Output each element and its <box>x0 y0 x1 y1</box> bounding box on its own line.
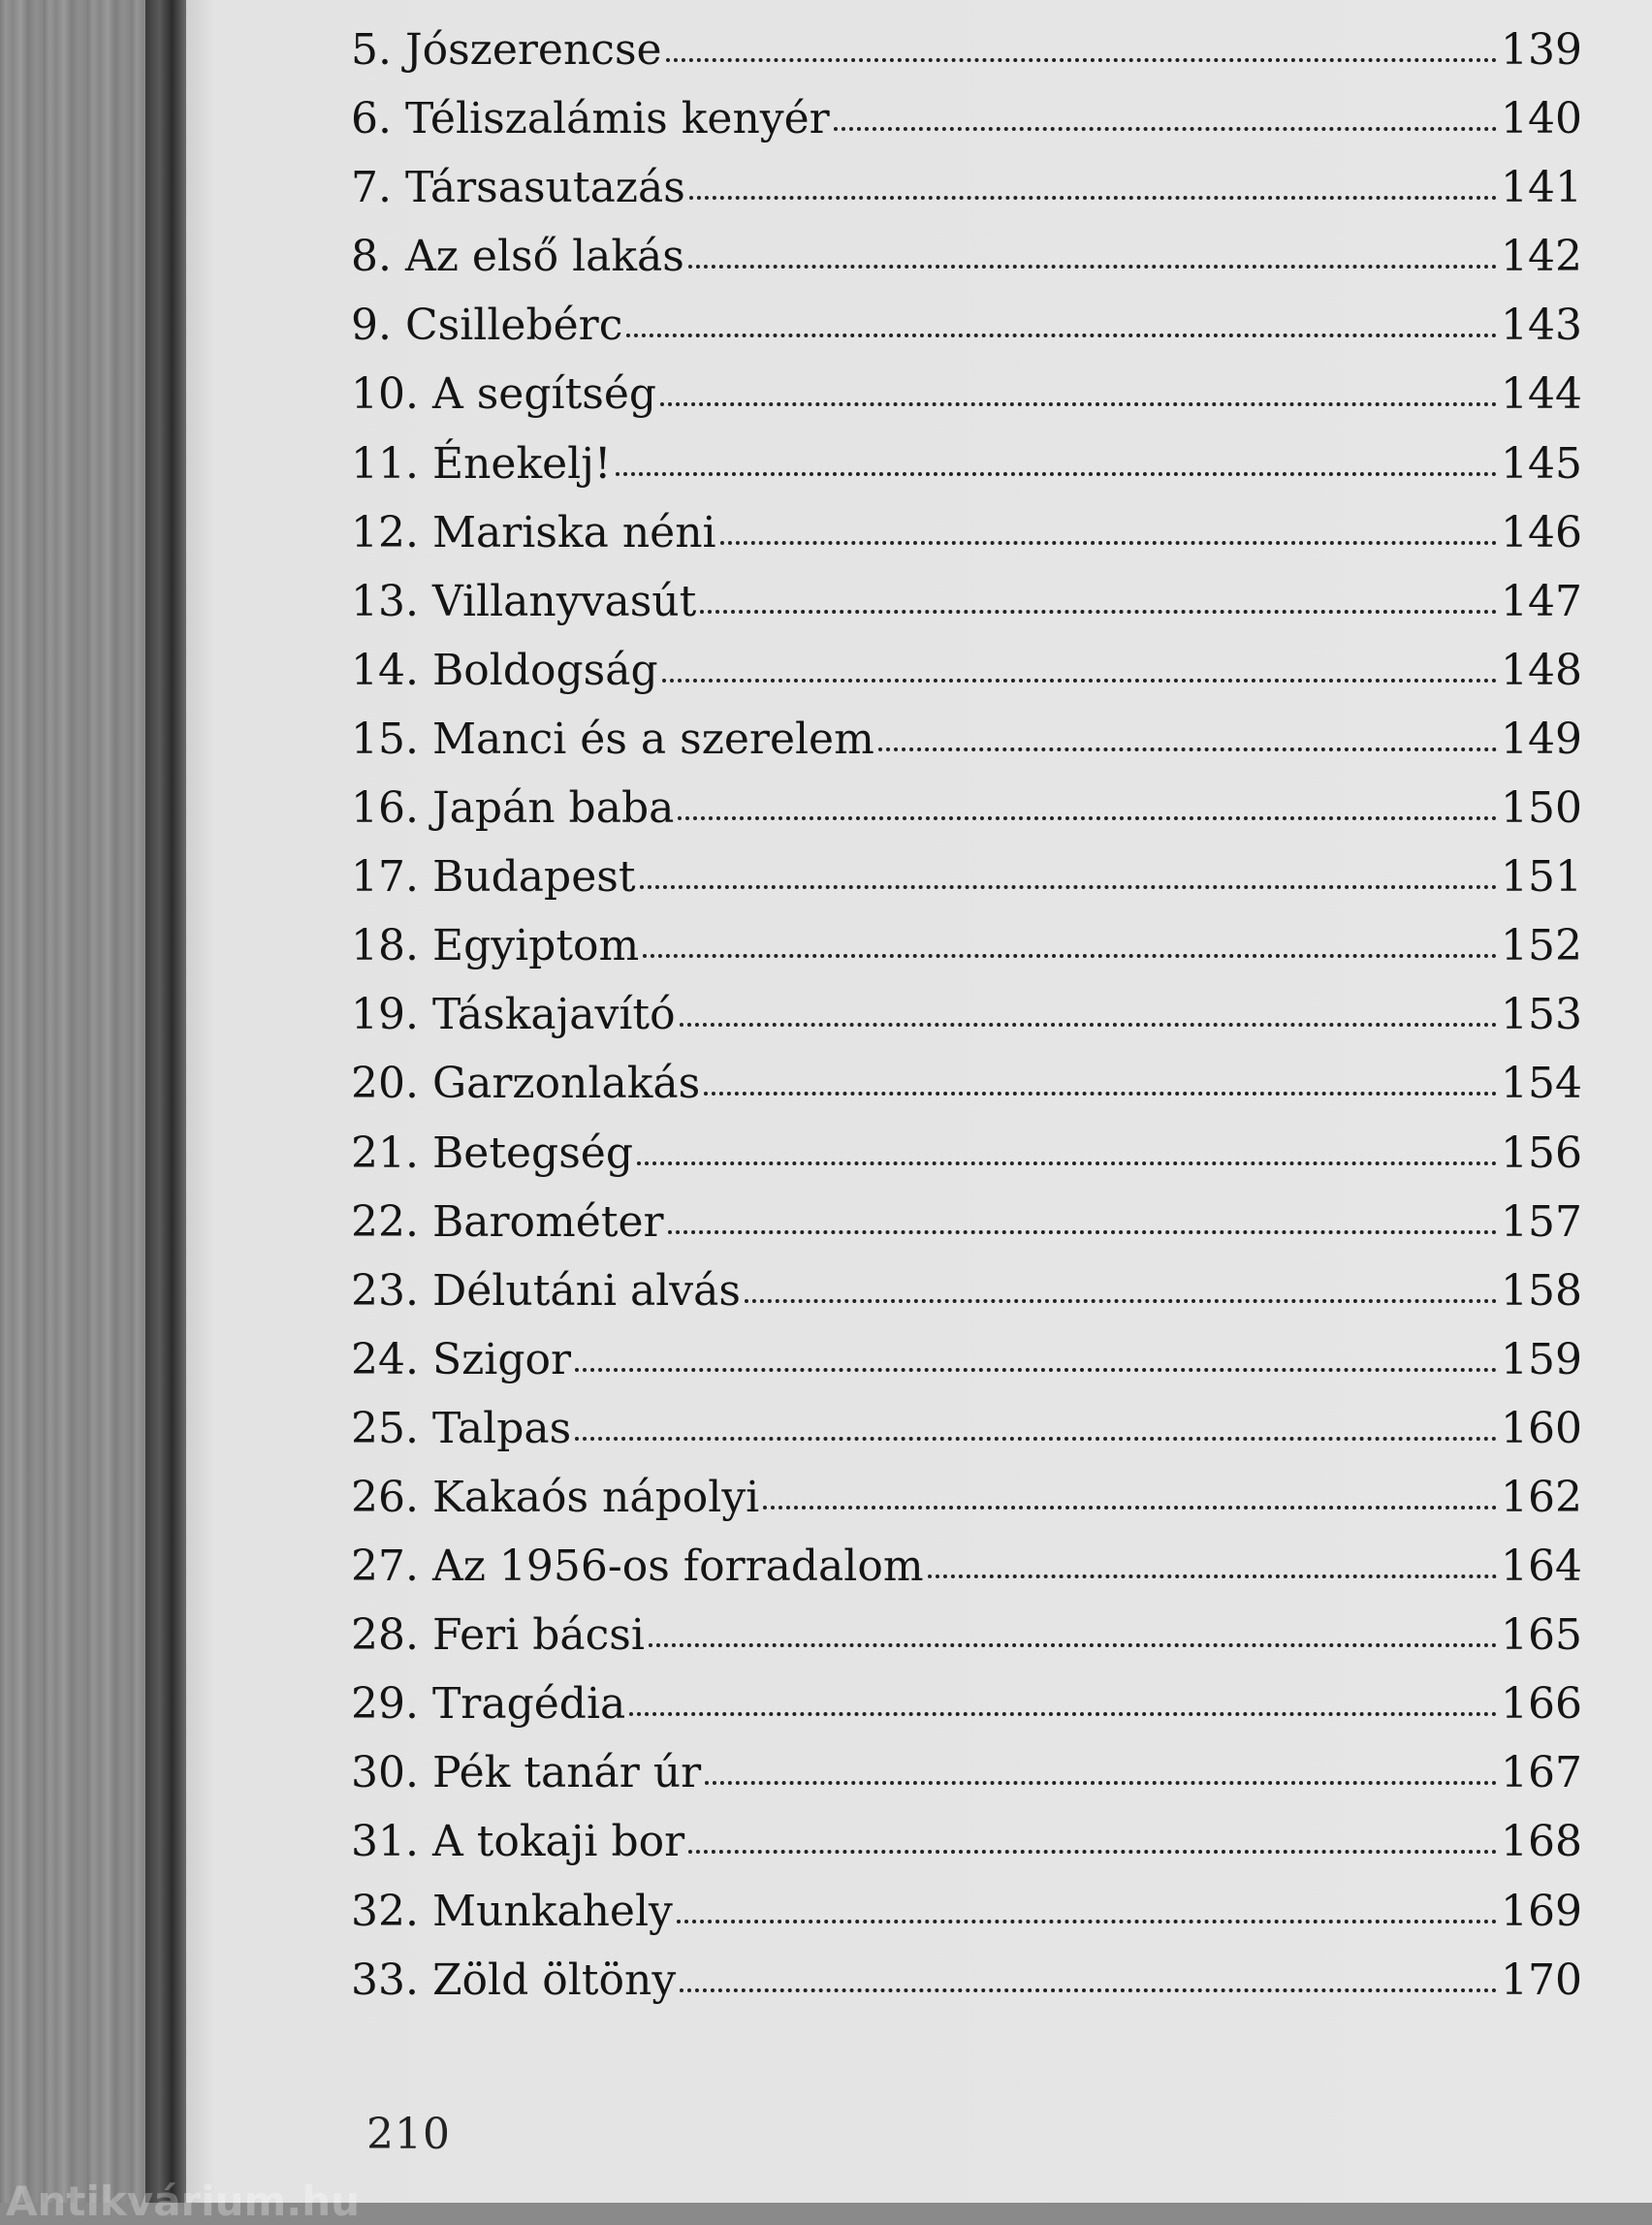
toc-entry-title: 10. A segítség <box>351 369 657 420</box>
toc-entry <box>351 94 1582 167</box>
dot-leader <box>666 58 1497 62</box>
dot-leader <box>700 610 1497 614</box>
watermark-text: Antikvárium.hu <box>6 2177 361 2225</box>
toc-entry <box>351 163 1582 236</box>
book-page-edges <box>145 0 186 2203</box>
toc-entry <box>351 1955 1582 2028</box>
toc-entry-page: 162 <box>1501 1472 1582 1522</box>
toc-entry-page: 170 <box>1501 1955 1582 2005</box>
toc-entry-title: 16. Japán baba <box>351 783 675 834</box>
toc-entry-page: 169 <box>1501 1886 1582 1936</box>
toc-entry-page: 152 <box>1501 921 1582 971</box>
toc-entry-title: 23. Délutáni alvás <box>351 1265 741 1316</box>
toc-entry-page: 167 <box>1501 1748 1582 1798</box>
dot-leader <box>688 1850 1497 1854</box>
toc-entry-page: 156 <box>1501 1128 1582 1178</box>
toc-entry-title: 11. Énekelj! <box>351 438 612 489</box>
dot-leader <box>680 1023 1497 1027</box>
toc-entry-title: 7. Társasutazás <box>351 163 685 213</box>
toc-entry-page: 160 <box>1501 1403 1582 1453</box>
dot-leader <box>689 196 1497 200</box>
toc-entry <box>351 1679 1582 1752</box>
dot-leader <box>649 1643 1497 1647</box>
toc-entry <box>351 507 1582 581</box>
toc-entry <box>351 1610 1582 1683</box>
toc-entry-page: 139 <box>1501 25 1582 75</box>
dot-leader <box>662 679 1497 683</box>
toc-entry <box>351 783 1582 856</box>
toc-entry-page: 168 <box>1501 1817 1582 1867</box>
toc-entry <box>351 369 1582 442</box>
toc-entry-title: 14. Boldogság <box>351 645 658 695</box>
dot-leader <box>616 472 1497 476</box>
toc-entry <box>351 25 1582 98</box>
toc-entry-page: 144 <box>1501 369 1582 420</box>
page-number: 210 <box>366 2110 451 2159</box>
toc-entry-title: 22. Barométer <box>351 1196 664 1247</box>
dot-leader <box>680 1988 1497 1992</box>
toc-entry-title: 31. A tokaji bor <box>351 1817 685 1867</box>
toc-entry <box>351 1059 1582 1131</box>
toc-entry <box>351 1196 1582 1270</box>
toc-entry-page: 165 <box>1501 1610 1582 1661</box>
toc-entry-title: 25. Talpas <box>351 1403 572 1453</box>
toc-entry-title: 29. Tragédia <box>351 1679 626 1730</box>
dot-leader <box>660 402 1497 406</box>
table-of-contents <box>351 25 1582 2028</box>
dot-leader <box>688 265 1497 269</box>
toc-entry <box>351 1128 1582 1201</box>
dot-leader <box>878 747 1497 751</box>
toc-entry <box>351 1403 1582 1477</box>
toc-entry-title: 24. Szigor <box>351 1334 572 1384</box>
toc-entry-page: 166 <box>1501 1679 1582 1730</box>
toc-entry <box>351 714 1582 787</box>
toc-entry <box>351 645 1582 718</box>
toc-entry <box>351 576 1582 650</box>
dot-leader <box>745 1299 1497 1303</box>
toc-entry-page: 142 <box>1501 232 1582 282</box>
toc-entry-page: 159 <box>1501 1334 1582 1384</box>
dot-leader <box>575 1437 1497 1441</box>
toc-entry <box>351 1748 1582 1821</box>
toc-entry-title: 12. Mariska néni <box>351 507 716 557</box>
toc-entry-title: 19. Táskajavító <box>351 990 676 1040</box>
toc-entry-title: 15. Manci és a szerelem <box>351 714 874 764</box>
toc-entry <box>351 1472 1582 1545</box>
toc-entry-page: 164 <box>1501 1542 1582 1592</box>
dot-leader <box>637 1161 1497 1165</box>
toc-entry <box>351 1334 1582 1408</box>
toc-entry-page: 140 <box>1501 94 1582 144</box>
toc-entry-page: 149 <box>1501 714 1582 764</box>
toc-entry-title: 18. Egyiptom <box>351 921 640 971</box>
toc-entry-page: 147 <box>1501 576 1582 626</box>
toc-entry <box>351 438 1582 512</box>
toc-entry <box>351 852 1582 925</box>
toc-entry <box>351 1817 1582 1890</box>
dot-leader <box>720 541 1497 545</box>
toc-entry-page: 145 <box>1501 438 1582 489</box>
toc-entry-page: 141 <box>1501 163 1582 213</box>
dot-leader <box>629 1712 1497 1716</box>
toc-entry-title: 8. Az első lakás <box>351 232 684 282</box>
toc-entry <box>351 232 1582 304</box>
toc-entry-page: 151 <box>1501 852 1582 903</box>
toc-entry-title: 30. Pék tanár úr <box>351 1748 702 1798</box>
toc-entry-page: 143 <box>1501 301 1582 351</box>
toc-entry <box>351 1886 1582 1959</box>
dot-leader <box>704 1092 1497 1096</box>
dot-leader <box>640 885 1498 889</box>
toc-entry-page: 150 <box>1501 783 1582 834</box>
dot-leader <box>668 1230 1497 1234</box>
toc-entry-page: 154 <box>1501 1059 1582 1109</box>
toc-entry-title: 27. Az 1956-os forradalom <box>351 1542 924 1592</box>
toc-entry-title: 9. Csillebérc <box>351 301 623 351</box>
toc-entry <box>351 990 1582 1063</box>
dot-leader <box>705 1781 1497 1785</box>
toc-entry <box>351 1542 1582 1614</box>
toc-entry-page: 146 <box>1501 507 1582 557</box>
dot-leader <box>763 1506 1497 1510</box>
toc-entry <box>351 921 1582 994</box>
toc-entry-title: 6. Téliszalámis kenyér <box>351 94 830 144</box>
dot-leader <box>928 1574 1497 1578</box>
toc-entry-page: 157 <box>1501 1196 1582 1247</box>
toc-entry <box>351 1265 1582 1339</box>
toc-entry-title: 20. Garzonlakás <box>351 1059 701 1109</box>
toc-entry-page: 148 <box>1501 645 1582 695</box>
dot-leader <box>626 334 1497 337</box>
toc-entry-title: 32. Munkahely <box>351 1886 673 1936</box>
toc-entry-page: 153 <box>1501 990 1582 1040</box>
toc-entry-page: 158 <box>1501 1265 1582 1316</box>
toc-entry-title: 5. Jószerencse <box>351 25 662 75</box>
toc-entry-title: 13. Villanyvasút <box>351 576 697 626</box>
dot-leader <box>677 1920 1497 1923</box>
dot-leader <box>643 954 1497 958</box>
toc-entry-title: 33. Zöld öltöny <box>351 1955 677 2005</box>
toc-entry-title: 28. Feri bácsi <box>351 1610 645 1661</box>
wooden-background <box>0 0 145 2203</box>
dot-leader <box>834 127 1497 131</box>
dot-leader <box>575 1368 1497 1372</box>
toc-entry <box>351 301 1582 373</box>
toc-entry-title: 26. Kakaós nápolyi <box>351 1472 760 1522</box>
toc-entry-title: 17. Budapest <box>351 852 636 903</box>
toc-entry-title: 21. Betegség <box>351 1128 634 1178</box>
dot-leader <box>678 816 1497 820</box>
